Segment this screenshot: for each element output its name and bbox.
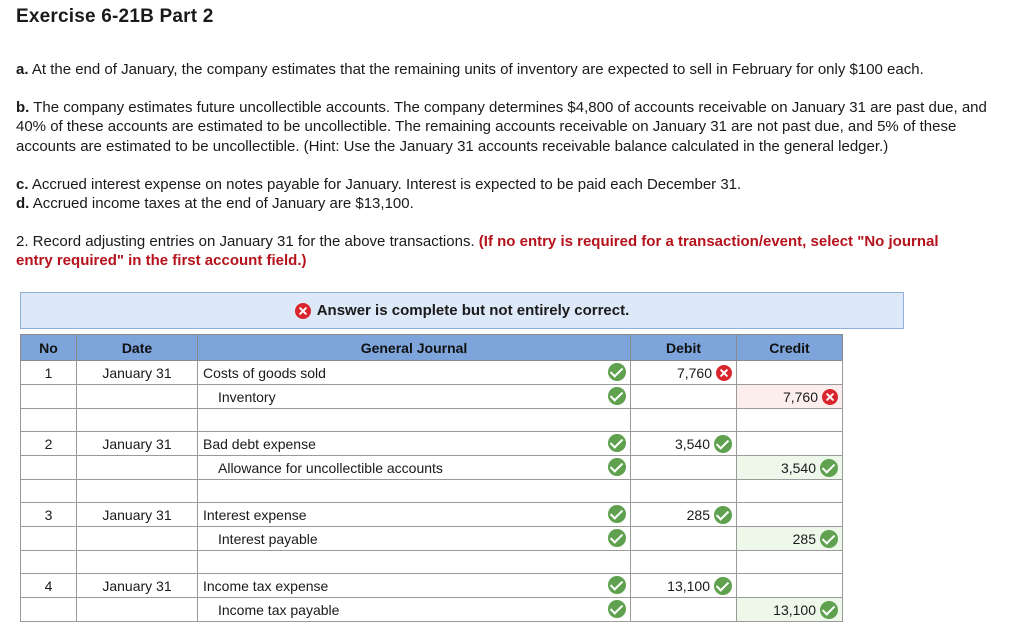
credit-amount-cell[interactable] [737,385,843,409]
header-debit: Debit [631,335,737,361]
credit-amount: 3,540 [780,459,816,476]
item-c-text: Accrued interest expense on notes payable for January. Interest is expected to be paid each December 31. [31,176,742,193]
table-row [21,503,843,527]
credit-amount-cell[interactable] [737,527,843,551]
item-b-text: The company estimates future uncollectible accounts. The company determines $4,800 of accounts receivable on January 31 are past due, and 40% of these accounts are estimated to be uncollectible. The remaining accounts receivable on January 31 are not past due, and 5% of these accounts are estimated to be uncollectible. (Hint: Use the January 31 accounts receivable balance calculated in the general ledger.) [16,99,987,155]
entry-date[interactable]: January 31 [77,432,198,456]
table-row [21,456,843,480]
instruction [16,232,976,271]
entry-no: 1 [21,361,77,385]
item-d-text: Accrued income taxes at the end of January are $13,100. [32,195,414,212]
item-d [16,194,1016,213]
debit-amount-cell[interactable] [631,456,737,480]
table-row [21,527,843,551]
debit-account-name: Bad debt expense [203,435,316,452]
credit-account-name: Allowance for uncollectible accounts [218,459,443,476]
credit-amount: 285 [792,530,816,547]
correct-icon [608,363,626,381]
banner-text: Answer is complete but not entirely correct. [316,302,630,319]
item-c-label: c. [16,176,29,193]
debit-amount-cell[interactable] [631,598,737,622]
correct-icon [714,506,732,524]
spacer-row [21,480,843,503]
incorrect-icon [822,389,838,405]
debit-amount: 3,540 [674,435,710,452]
credit-amount-cell[interactable] [737,456,843,480]
correct-icon [608,600,626,618]
debit-amount-cell[interactable] [631,574,737,598]
correct-icon [608,505,626,523]
entry-no: 3 [21,503,77,527]
table-row [21,598,843,622]
result-banner [20,292,904,329]
entry-date[interactable]: January 31 [77,361,198,385]
debit-amount-cell[interactable] [631,432,737,456]
credit-account-cell[interactable] [198,385,631,409]
item-a-text: At the end of January, the company estimates that the remaining units of inventory are expected to sell in February for only $100 each. [31,61,924,78]
credit-account-cell[interactable] [198,527,631,551]
header-credit: Credit [737,335,843,361]
debit-amount-cell[interactable] [631,503,737,527]
debit-amount: 7,760 [676,365,712,382]
correct-icon [820,530,838,548]
credit-account-name: Inventory [218,388,276,405]
instruction-note: (If no entry is required for a transaction/event, select "No journal entry required" in the first account field.) [16,233,939,270]
debit-amount-cell[interactable] [631,385,737,409]
correct-icon [714,435,732,453]
correct-icon [608,576,626,594]
spacer-row [21,551,843,574]
incorrect-icon [295,303,311,319]
correct-icon [714,577,732,595]
credit-amount-cell[interactable] [737,361,843,385]
header-date: Date [77,335,198,361]
debit-amount-cell[interactable] [631,361,737,385]
credit-account-name: Interest payable [218,530,318,547]
table-row [21,432,843,456]
debit-account-cell[interactable] [198,574,631,598]
correct-icon [608,529,626,547]
correct-icon [608,434,626,452]
header-no: No [21,335,77,361]
item-a [16,60,1016,79]
credit-account-name: Income tax payable [218,601,340,618]
debit-account-name: Interest expense [203,506,307,523]
debit-account-cell[interactable] [198,361,631,385]
item-a-label: a. [16,61,29,78]
incorrect-icon [716,365,732,381]
credit-amount: 13,100 [773,601,816,618]
item-d-label: d. [16,195,30,212]
item-b [16,98,1016,156]
credit-account-cell[interactable] [198,598,631,622]
item-c [16,175,1016,194]
page-title: Exercise 6-21B Part 2 [16,6,214,27]
entry-date[interactable]: January 31 [77,574,198,598]
credit-amount-cell[interactable] [737,503,843,527]
entry-no: 2 [21,432,77,456]
correct-icon [820,601,838,619]
debit-amount: 285 [686,506,710,523]
debit-account-cell[interactable] [198,432,631,456]
entry-no: 4 [21,574,77,598]
table-row [21,361,843,385]
debit-account-name: Income tax expense [203,577,329,594]
entry-date[interactable]: January 31 [77,503,198,527]
credit-amount-cell[interactable] [737,598,843,622]
correct-icon [608,387,626,405]
correct-icon [820,459,838,477]
credit-account-cell[interactable] [198,456,631,480]
spacer-row [21,409,843,432]
instruction-text: 2. Record adjusting entries on January 31 for the above transactions. [16,233,475,250]
debit-amount-cell[interactable] [631,527,737,551]
table-row [21,385,843,409]
debit-account-name: Costs of goods sold [203,364,326,381]
item-b-label: b. [16,99,30,116]
table-row [21,574,843,598]
debit-account-cell[interactable] [198,503,631,527]
header-general-journal: General Journal [198,335,631,361]
credit-amount-cell[interactable] [737,574,843,598]
credit-amount-cell[interactable] [737,432,843,456]
table-header-row [21,335,843,361]
correct-icon [608,458,626,476]
credit-amount: 7,760 [782,389,818,406]
journal-table [20,334,843,622]
debit-amount: 13,100 [667,577,710,594]
